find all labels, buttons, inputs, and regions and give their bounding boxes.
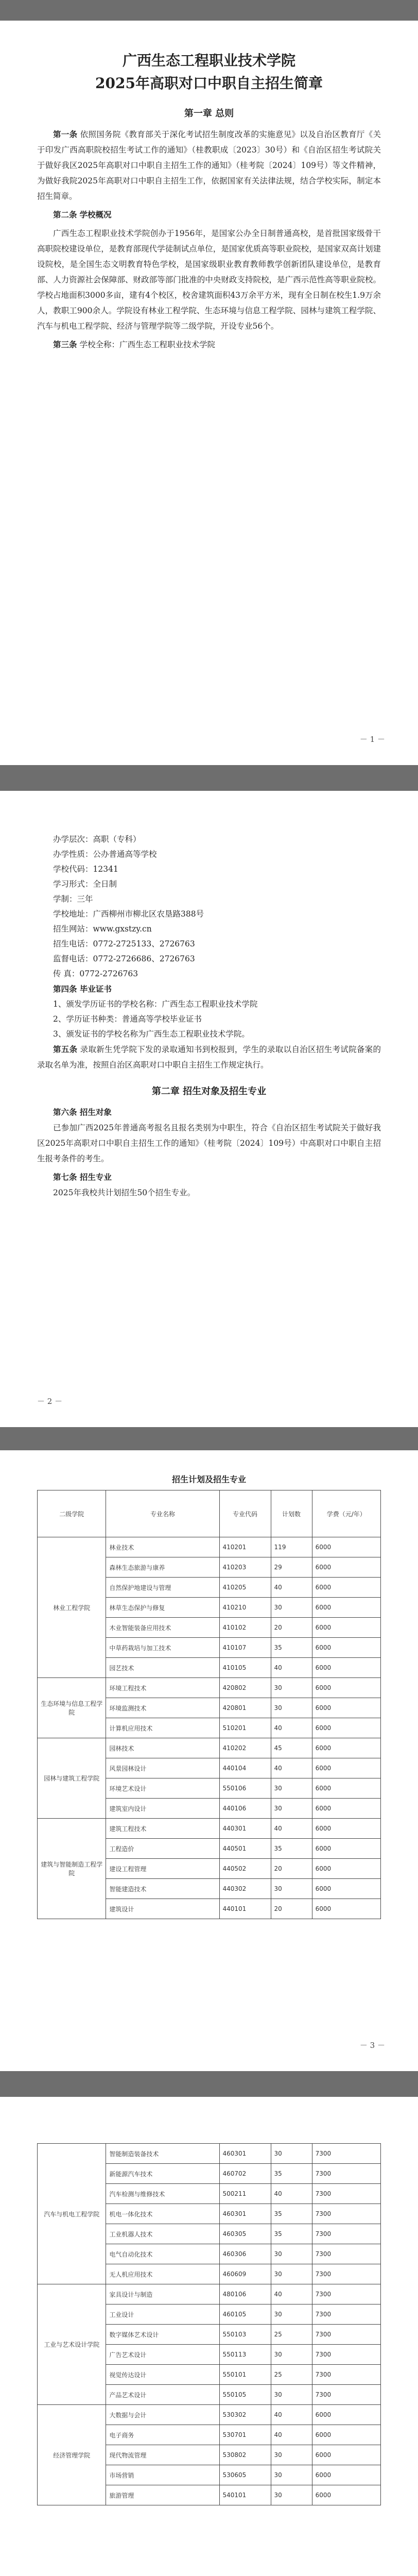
article-7-label: 第七条 [53, 1172, 77, 1182]
code-cell: 530605 [219, 2465, 271, 2485]
code-cell: 480106 [219, 2284, 271, 2304]
enrollment-plan-table-continued [37, 2143, 381, 2505]
major-cell: 机电一体化技术 [106, 2204, 219, 2224]
tuition-cell: 7300 [312, 2345, 380, 2365]
table-body [38, 2144, 381, 2505]
code-cell: 410201 [219, 1537, 271, 1557]
code-cell: 460301 [219, 2204, 271, 2224]
code-cell: 540101 [219, 2485, 271, 2505]
enrollment-table-caption: 招生计划及招生专业 [171, 1475, 246, 1484]
quota-cell: 40 [271, 2405, 312, 2425]
code-cell: 510201 [219, 1718, 271, 1738]
code-cell: 460301 [219, 2144, 271, 2164]
info-line-address: 学校地址：广西柳州市柳北区农垦路388号 [53, 909, 204, 919]
quota-cell: 119 [271, 1537, 312, 1557]
quota-cell: 40 [271, 1578, 312, 1598]
major-cell: 无人机应用技术 [106, 2264, 219, 2284]
tuition-cell: 7300 [312, 2284, 380, 2304]
tuition-cell: 7300 [312, 2365, 380, 2385]
quota-cell: 35 [271, 2224, 312, 2244]
article-6-heading [37, 1105, 381, 1120]
code-cell: 410105 [219, 1658, 271, 1678]
major-cell: 智能建造技术 [106, 1879, 219, 1899]
college-cell: 工业与艺术设计学院 [38, 2284, 106, 2405]
quota-cell: 30 [271, 1799, 312, 1819]
major-cell: 市场营销 [106, 2465, 219, 2485]
college-cell: 建筑与智能制造工程学院 [38, 1819, 106, 1919]
tuition-cell: 6000 [312, 2465, 380, 2485]
tuition-cell: 7300 [312, 2385, 380, 2405]
info-line-supervision-phone: 监督电话：0772-2726686、2726763 [53, 954, 195, 963]
college-cell: 汽车与机电工程学院 [38, 2144, 106, 2284]
document-page-2 [0, 791, 418, 1427]
tuition-cell: 7300 [312, 2264, 380, 2284]
article-5-label: 第五条 [53, 1044, 78, 1054]
major-cell: 数字媒体艺术设计 [106, 2325, 219, 2345]
tuition-cell: 6000 [312, 1899, 380, 1919]
article-6-title: 招生对象 [79, 1107, 112, 1117]
code-cell: 500211 [219, 2184, 271, 2204]
college-cell: 园林与建筑工程学院 [38, 1738, 106, 1819]
document-page-3 [0, 1450, 418, 2071]
code-cell: 550101 [219, 2365, 271, 2385]
major-cell: 大数据与会计 [106, 2405, 219, 2425]
code-cell: 440101 [219, 1899, 271, 1919]
info-line-phone: 招生电话：0772-2725133、2726763 [53, 939, 195, 948]
table-row [38, 1678, 381, 1698]
tuition-cell: 6000 [312, 1537, 380, 1557]
tuition-cell: 7300 [312, 2184, 380, 2204]
code-cell: 410203 [219, 1557, 271, 1578]
code-cell: 550106 [219, 1778, 271, 1799]
page-number: － 2 － [37, 1397, 63, 1406]
code-cell: 410202 [219, 1738, 271, 1758]
code-cell: 420802 [219, 1678, 271, 1698]
article-3-paragraph [37, 337, 381, 352]
major-cell: 环境艺术设计 [106, 1778, 219, 1799]
quota-cell: 30 [271, 2445, 312, 2465]
code-cell: 460305 [219, 2224, 271, 2244]
quota-cell: 25 [271, 2365, 312, 2385]
major-cell: 园林技术 [106, 1738, 219, 1758]
quota-cell: 35 [271, 2204, 312, 2224]
code-cell: 530701 [219, 2425, 271, 2445]
table-row [38, 1537, 381, 1557]
article-3-label: 第三条 [53, 340, 77, 349]
quota-cell: 40 [271, 1819, 312, 1839]
college-cell: 林业工程学院 [38, 1537, 106, 1678]
quota-cell: 20 [271, 1618, 312, 1638]
table-row [38, 2144, 381, 2164]
quota-cell: 30 [271, 1678, 312, 1698]
quota-cell: 29 [271, 1557, 312, 1578]
info-line-code: 学校代码：12341 [53, 865, 118, 874]
document-title-line-2: 2025年高职对口中职自主招生简章 [95, 75, 323, 92]
major-cell: 智能制造装备技术 [106, 2144, 219, 2164]
article-2-heading-line [37, 207, 381, 223]
code-cell: 440502 [219, 1859, 271, 1879]
tuition-cell: 6000 [312, 2485, 380, 2505]
major-cell: 风景园林设计 [106, 1758, 219, 1778]
major-cell: 建筑工程技术 [106, 1819, 219, 1839]
tuition-cell: 6000 [312, 1718, 380, 1738]
major-cell: 木业智能装备应用技术 [106, 1618, 219, 1638]
quota-cell: 40 [271, 1718, 312, 1738]
code-cell: 550113 [219, 2345, 271, 2365]
info-line-form: 学习形式：全日制 [53, 879, 117, 889]
major-cell: 中草药栽培与加工技术 [106, 1638, 219, 1658]
major-cell: 计算机应用技术 [106, 1718, 219, 1738]
major-cell: 建设工程管理 [106, 1859, 219, 1879]
article-1-paragraph [37, 127, 381, 204]
major-cell: 现代物流管理 [106, 2445, 219, 2465]
code-cell: 550103 [219, 2325, 271, 2345]
header-college: 二级学院 [38, 1490, 106, 1537]
code-cell: 440106 [219, 1799, 271, 1819]
article-4-heading [37, 981, 381, 997]
code-cell: 530302 [219, 2405, 271, 2425]
article-4-label: 第四条 [53, 984, 77, 994]
quota-cell: 20 [271, 1899, 312, 1919]
tuition-cell: 6000 [312, 1758, 380, 1778]
page-number: － 3 － [359, 2041, 385, 2050]
major-cell: 建筑室内设计 [106, 1799, 219, 1819]
tuition-cell: 6000 [312, 1638, 380, 1658]
tuition-cell: 7300 [312, 2244, 380, 2264]
tuition-cell: 6000 [312, 1678, 380, 1698]
quota-cell: 30 [271, 2144, 312, 2164]
major-cell: 林草生态保护与修复 [106, 1598, 219, 1618]
code-cell: 440501 [219, 1839, 271, 1859]
major-cell: 电气自动化技术 [106, 2244, 219, 2264]
code-cell: 410107 [219, 1638, 271, 1658]
tuition-cell: 6000 [312, 1598, 380, 1618]
major-cell: 工业机器人技术 [106, 2224, 219, 2244]
article-7-heading [37, 1170, 381, 1185]
major-cell: 建筑设计 [106, 1899, 219, 1919]
enrollment-plan-table [37, 1490, 381, 1919]
article-4-item-1: 1、颁发学历证书的学校名称：广西生态工程职业技术学院 [53, 999, 258, 1009]
code-cell: 440302 [219, 1879, 271, 1899]
tuition-cell: 7300 [312, 2204, 380, 2224]
quota-cell: 30 [271, 1598, 312, 1618]
table-row [38, 1819, 381, 1839]
page-number: － 1 － [359, 735, 385, 744]
quota-cell: 40 [271, 2425, 312, 2445]
tuition-cell: 7300 [312, 2325, 380, 2345]
quota-cell: 45 [271, 1738, 312, 1758]
major-cell: 园艺技术 [106, 1658, 219, 1678]
info-line-level: 办学层次：高职（专科） [53, 835, 141, 844]
code-cell: 460702 [219, 2164, 271, 2184]
major-cell: 森林生态旅游与康养 [106, 1557, 219, 1578]
code-cell: 460105 [219, 2304, 271, 2325]
info-line-fax: 传 真：0772-2726763 [53, 969, 138, 978]
tuition-cell: 6000 [312, 1799, 380, 1819]
document-page-1 [0, 21, 418, 765]
quota-cell: 30 [271, 2244, 312, 2264]
quota-cell: 40 [271, 2284, 312, 2304]
info-line-duration: 学制：三年 [53, 894, 93, 904]
tuition-cell: 6000 [312, 2445, 380, 2465]
article-1-label: 第一条 [53, 129, 78, 139]
article-4-item-2: 2、学历证书种类：普通高等学校毕业证书 [53, 1014, 202, 1024]
quota-cell: 40 [271, 1658, 312, 1678]
quota-cell: 35 [271, 1638, 312, 1658]
article-4-item-3: 3、颁发证书的学校名称为广西生态工程职业技术学院。 [53, 1029, 250, 1039]
code-cell: 440301 [219, 1819, 271, 1839]
quota-cell: 30 [271, 2304, 312, 2325]
info-line-website: 招生网站：www.gxstzy.cn [53, 924, 152, 934]
table-body [38, 1537, 381, 1919]
tuition-cell: 6000 [312, 1778, 380, 1799]
tuition-cell: 6000 [312, 1859, 380, 1879]
tuition-cell: 6000 [312, 2425, 380, 2445]
quota-cell: 40 [271, 2184, 312, 2204]
quota-cell: 30 [271, 2385, 312, 2405]
major-cell: 广告艺术设计 [106, 2345, 219, 2365]
tuition-cell: 6000 [312, 1819, 380, 1839]
quota-cell: 30 [271, 2485, 312, 2505]
tuition-cell: 6000 [312, 1557, 380, 1578]
major-cell: 自然保护地建设与管理 [106, 1578, 219, 1598]
code-cell: 460609 [219, 2264, 271, 2284]
chapter-1-heading: 第一章 总则 [184, 108, 234, 119]
tuition-cell: 6000 [312, 1618, 380, 1638]
code-cell: 530802 [219, 2445, 271, 2465]
major-cell: 林业技术 [106, 1537, 219, 1557]
header-quota: 计划数 [271, 1490, 312, 1537]
tuition-cell: 6000 [312, 2405, 380, 2425]
tuition-cell: 7300 [312, 2224, 380, 2244]
article-5-paragraph [37, 1042, 381, 1073]
article-2-paragraph: 广西生态工程职业技术学院创办于1956年，是国家公办全日制普通高校，是首批国家级骨干高职院校建设单位，是教育部现代学徒制试点单位，是国家优质高等职业院校，是国家双高计划建设院校，是全国生态文明教育特色学校，是国家级职业教育教师教学创新团队建设单位，是教育部、人力资源社会保障部、财政部等部门批准的中央财政支持院校，是广西示范性高等职业院校。学校占地面积3000多亩，建有4个校区，校舍建筑面积43万余平方米，现有全日制在校生1.9万余人，教职工900余人。学院设有林业工程学院、生态环境与信息工程学院、园林与建筑工程学院、汽车与机电工程学院、经济与管理学院等二级学院，开设专业56个。 [37, 229, 381, 331]
major-cell: 新能源汽车技术 [106, 2164, 219, 2184]
quota-cell: 25 [271, 2325, 312, 2345]
article-2-label: 第二条 [53, 210, 77, 219]
table-row [38, 2405, 381, 2425]
article-3-text: 学校全称：广西生态工程职业技术学院 [79, 340, 215, 349]
chapter-2-heading: 第二章 招生对象及招生专业 [151, 1086, 267, 1097]
major-cell: 工程造价 [106, 1839, 219, 1859]
tuition-cell: 7300 [312, 2164, 380, 2184]
college-cell: 经济管理学院 [38, 2405, 106, 2505]
document-title-line-1: 广西生态工程职业技术学院 [122, 52, 295, 69]
article-2-title: 学校概况 [79, 210, 112, 219]
tuition-cell: 6000 [312, 1658, 380, 1678]
quota-cell: 30 [271, 2465, 312, 2485]
article-6-paragraph: 已参加广西2025年普通高考报名且报名类别为中职生，符合《自治区招生考试院关于做好我区2025年高职对口中职自主招生工作的通知》（桂考院〔2024〕109号）中高职对口中职自主招生报考条件的考生。 [37, 1123, 381, 1163]
tuition-cell: 6000 [312, 1879, 380, 1899]
major-cell: 电子商务 [106, 2425, 219, 2445]
tuition-cell: 7300 [312, 2144, 380, 2164]
header-code: 专业代码 [219, 1490, 271, 1537]
table-row [38, 1738, 381, 1758]
article-6-label: 第六条 [53, 1107, 77, 1117]
header-tuition: 学费（元/年） [312, 1490, 380, 1537]
major-cell: 环境监测技术 [106, 1698, 219, 1718]
quota-cell: 30 [271, 2264, 312, 2284]
article-4-title: 毕业证书 [79, 984, 112, 994]
quota-cell: 30 [271, 1698, 312, 1718]
table-header-row [38, 1490, 381, 1537]
quota-cell: 40 [271, 1758, 312, 1778]
document-page-4 [0, 2097, 418, 2576]
code-cell: 410210 [219, 1598, 271, 1618]
quota-cell: 20 [271, 1859, 312, 1879]
code-cell: 410205 [219, 1578, 271, 1598]
major-cell: 汽车检测与维修技术 [106, 2184, 219, 2204]
article-7-paragraph: 2025年我校共计划招生50个招生专业。 [53, 1188, 196, 1197]
article-7-title: 招生专业 [79, 1172, 112, 1182]
code-cell: 420801 [219, 1698, 271, 1718]
tuition-cell: 6000 [312, 1698, 380, 1718]
quota-cell: 35 [271, 1839, 312, 1859]
school-info-list [37, 832, 381, 981]
info-line-nature: 办学性质：公办普通高等学校 [53, 850, 157, 859]
quota-cell: 30 [271, 2345, 312, 2365]
major-cell: 视觉传达设计 [106, 2365, 219, 2385]
college-cell: 生态环境与信息工程学院 [38, 1678, 106, 1738]
major-cell: 产品艺术设计 [106, 2385, 219, 2405]
quota-cell: 30 [271, 1778, 312, 1799]
quota-cell: 35 [271, 2164, 312, 2184]
quota-cell: 30 [271, 1879, 312, 1899]
major-cell: 旅游管理 [106, 2485, 219, 2505]
code-cell: 440104 [219, 1758, 271, 1778]
table-row [38, 2284, 381, 2304]
header-major: 专业名称 [106, 1490, 219, 1537]
tuition-cell: 7300 [312, 2304, 380, 2325]
major-cell: 工业设计 [106, 2304, 219, 2325]
major-cell: 家具设计与制造 [106, 2284, 219, 2304]
tuition-cell: 6000 [312, 1578, 380, 1598]
tuition-cell: 6000 [312, 1738, 380, 1758]
article-5-text: 录取新生凭学院下发的录取通知书到校报到，学生的录取以自治区招生考试院备案的录取名单为准，按照自治区高职对口中职自主招生工作规定执行。 [37, 1045, 381, 1070]
article-1-text: 依照国务院《教育部关于深化考试招生制度改革的实施意见》以及自治区教育厅《关于印发广西高职院校招生考试工作的通知》（桂教职成〔2023〕30号）和《自治区招生考试院关于做好我区2025年高职对口中职自主招生工作的通知》（桂考院〔2024〕109号）等文件精神，为做好我院2025年高职对口中职自主招生工作，依据国家有关法律法规，结合学校实际，制定本招生简章。 [37, 130, 381, 201]
code-cell: 460306 [219, 2244, 271, 2264]
code-cell: 410102 [219, 1618, 271, 1638]
tuition-cell: 6000 [312, 1839, 380, 1859]
major-cell: 环境工程技术 [106, 1678, 219, 1698]
code-cell: 550105 [219, 2385, 271, 2405]
